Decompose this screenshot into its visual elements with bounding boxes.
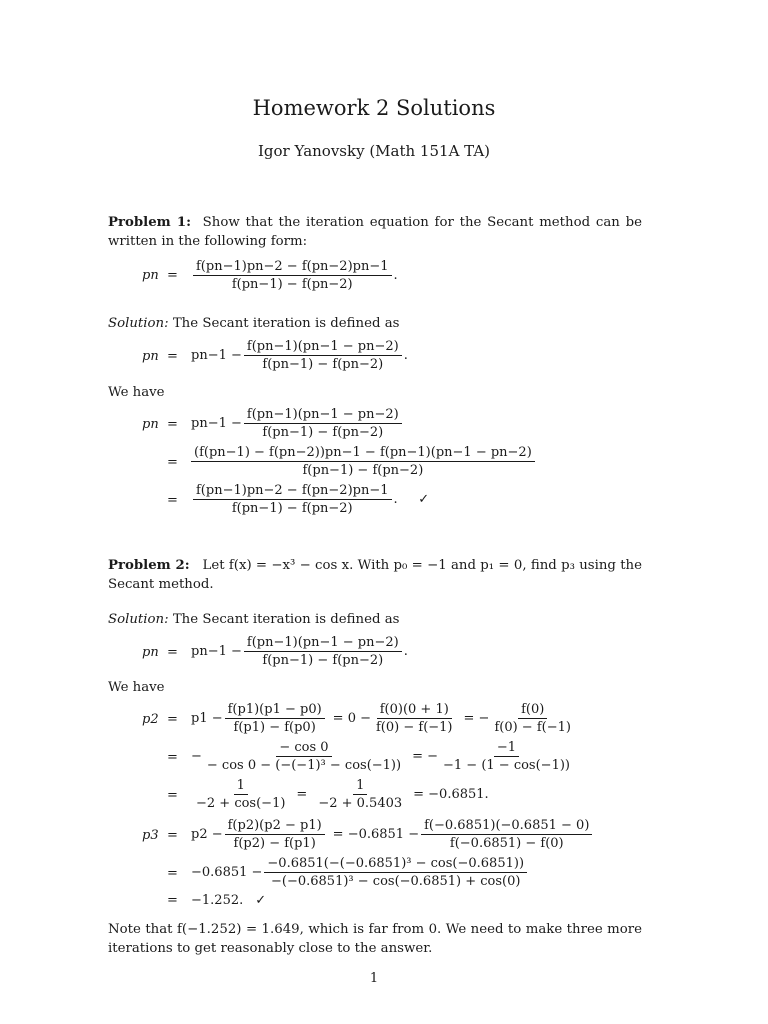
equals-sign: = [167,866,178,881]
p1-eq3-line1 [191,407,404,440]
denominator: −2 + 0.5403 [318,796,403,811]
numerator: −1 [494,740,519,757]
denominator: −(−0.6851)³ − cos(−0.6851) + cos(0) [271,874,521,889]
solution-text: The Secant iteration is defined as [172,316,400,331]
document-author: Igor Yanovsky (Math 151A TA) [257,142,491,160]
denominator: f(p2) − f(p1) [233,836,316,851]
equals-sign: = [167,788,178,803]
denominator: f(pn−1) − f(pn−2) [302,463,424,478]
denominator: f(0) − f(−1) [376,720,453,735]
page-number: 1 [369,971,379,986]
fraction [191,445,535,478]
we-have-text: We have [108,385,165,400]
p3-line1 [191,818,594,851]
numerator: −0.6851(−(−0.6851)³ − cos(−0.6851)) [264,856,527,873]
numerator: f(−0.6851)(−0.6851 − 0) [421,818,592,835]
p1-eq1-lhs: pn [142,268,159,283]
solution-text: The Secant iteration is defined as [172,612,400,627]
result: −1.252. [191,893,244,908]
problem-2-solution-intro [108,610,642,629]
denominator: f(pn−1) − f(pn−2) [231,277,353,292]
numerator: f(pn−1)pn−2 − f(pn−2)pn−1 [193,483,392,500]
equals-sign: = [167,349,178,364]
fraction [244,339,402,372]
denominator: −1 − (1 − cos(−1)) [443,758,570,773]
p3-lhs: p3 [142,828,159,843]
p1-eq2-lhs: pn [142,349,159,364]
equals-sign: = [167,455,178,470]
result: = −0.6851. [413,787,489,802]
fraction [225,818,325,851]
prefix: −0.6851 − [191,865,263,880]
fraction [244,407,402,440]
we-have-text: We have [108,680,165,695]
numerator: f(pn−1)pn−2 − f(pn−2)pn−1 [193,259,392,276]
numerator: − cos 0 [276,740,331,757]
equals-sign: = [167,750,178,765]
numerator: f(p2)(p2 − p1) [225,818,325,835]
problem-1-statement [108,213,642,251]
denominator: f(pn−1) − f(pn−2) [231,501,353,516]
p1-eq2-rhs: pn−1 − $\frac{f(pn-1)(pn-1 - pn-2)}{f(pn-1) - f(pn-2)}$ . [191,339,408,372]
prefix: pn−1 − [191,416,242,431]
problem-2-note: Note that f(−1.252) = 1.649, which is far from 0. We need to make three more iterations to get reasonably close to the answer. [108,922,642,956]
equals-sign: = [167,828,178,843]
solution-label: Solution: [108,316,169,331]
fraction [315,778,405,811]
fraction [204,740,404,773]
denominator: f(p1) − f(p0) [233,720,316,735]
p1-eq3-line2 [189,445,537,478]
numerator: 1 [353,778,367,795]
equals-sign: = [167,268,178,283]
equals-sign: = [167,493,178,508]
numerator: (f(pn−1) − f(pn−2))pn−1 − f(pn−1)(pn−1 − pn−2) [191,445,535,462]
fraction [193,778,288,811]
p1-eq3-lhs: pn [142,417,159,432]
denominator: f(pn−1) − f(pn−2) [262,425,384,440]
numerator: f(pn−1)(pn−1 − pn−2) [244,339,402,356]
prefix: − [191,749,202,764]
document-title: Homework 2 Solutions [252,96,496,120]
fraction [225,702,325,735]
p1-eq3-line3: $\frac{f(pn-1)pn-2 - f(pn-2)pn-1}{f(pn-1) - f(pn-2)}$ . ✓ [191,483,429,516]
solution-label: Solution: [108,612,169,627]
problem-1-solution-intro [108,314,642,333]
p2-line3: $\frac{1}{-2 + \cos(-1)}$ = $\frac{1}{-2 + 0.5403}$ = −0.6851. [191,778,489,811]
numerator: f(pn−1)(pn−1 − pn−2) [244,635,402,652]
checkmark-icon: ✓ [418,492,430,507]
p2-eq1-rhs: pn−1 − $\frac{f(pn-1)(pn-1 - pn-2)}{f(pn-1) - f(pn-2)}$ . [191,635,408,668]
problem-2-text: Let f(x) = −x³ − cos x. With p₀ = −1 and p₁ = 0, find p₃ using the Secant method. [108,558,642,592]
fraction [421,818,592,851]
p2-line1 [191,702,576,735]
p2-line2 [191,740,575,773]
prefix: = 0 − [332,711,371,726]
numerator: f(p1)(p1 − p0) [225,702,325,719]
prefix: = −0.6851 − [332,827,420,842]
equals-sign: = [167,417,178,432]
equals-sign: = [167,645,178,660]
p2-eq1-lhs: pn [142,645,159,660]
denominator: f(0) − f(−1) [494,720,571,735]
numerator: 1 [234,778,248,795]
fraction [193,259,392,292]
checkmark-icon: ✓ [255,893,267,908]
prefix: pn−1 − [191,348,242,363]
p3-line2 [191,856,529,889]
prefix: p1 − [191,711,223,726]
denominator: − cos 0 − (−(−1)³ − cos(−1)) [206,758,402,773]
fraction [244,635,402,668]
prefix: = − [412,749,438,764]
denominator: −2 + cos(−1) [196,796,286,811]
numerator: f(0) [518,702,547,719]
fraction [193,483,392,516]
prefix: pn−1 − [191,644,242,659]
denominator: f(pn−1) − f(pn−2) [262,653,384,668]
prefix: p2 − [191,827,223,842]
denominator: f(−0.6851) − f(0) [449,836,564,851]
prefix: = − [463,711,490,726]
problem-2-label: Problem 2: [108,558,190,573]
fraction [491,702,574,735]
fraction [440,740,573,773]
fraction [373,702,456,735]
fraction [264,856,527,889]
problem-1-text: Show that the iteration equation for the Secant method can be written in the following form: [108,215,642,249]
p1-eq1-rhs: $\frac{f(pn-1)pn-2 - f(pn-2)pn-1}{f(pn-1) - f(pn-2)}$ . [191,259,398,292]
denominator: f(pn−1) − f(pn−2) [262,357,384,372]
problem-2-statement [108,556,642,594]
equals-sign: = [167,893,178,908]
numerator: f(pn−1)(pn−1 − pn−2) [244,407,402,424]
p2-lhs: p2 [142,712,159,727]
equals-sign: = [167,712,178,727]
problem-1-label: Problem 1: [108,215,192,230]
numerator: f(0)(0 + 1) [377,702,452,719]
p3-line3 [191,893,266,908]
